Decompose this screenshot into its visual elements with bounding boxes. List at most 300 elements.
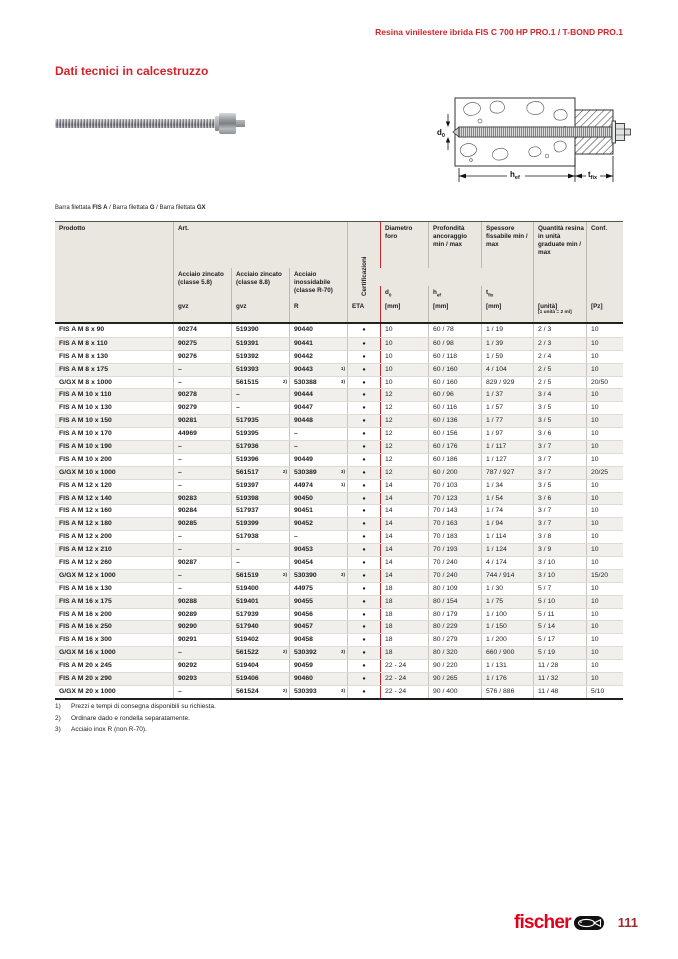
cell-h: 60 / 156 xyxy=(428,428,481,440)
cell-a58: 90276 xyxy=(173,351,231,363)
header-unit-pz: [Pz] xyxy=(586,300,623,322)
table-row xyxy=(55,363,623,376)
cell-aR: 90442 xyxy=(289,351,347,363)
cell-t: 576 / 886 xyxy=(481,686,533,698)
cell-aR: 90452 xyxy=(289,518,347,530)
header-spacer xyxy=(586,268,623,300)
cell-aR: 90460 xyxy=(289,673,347,685)
table-row xyxy=(55,388,623,401)
cell-aR: – xyxy=(289,531,347,543)
cell-h: 60 / 160 xyxy=(428,377,481,389)
cell-c: 10 xyxy=(586,415,623,427)
cell-p: FIS A M 16 x 175 xyxy=(59,597,112,605)
header-art: Art. xyxy=(173,222,347,268)
cell-h: 70 / 143 xyxy=(428,505,481,517)
header-unit-mm-3: [mm] xyxy=(481,300,533,322)
cell-q: 2 / 5 xyxy=(533,377,586,389)
cell-aR: 90441 xyxy=(289,338,347,350)
cell-p: FIS A M 12 x 260 xyxy=(59,559,112,567)
cell-p: FIS A M 12 x 210 xyxy=(59,546,112,554)
cell-c: 10 xyxy=(586,531,623,543)
cell-h: 90 / 220 xyxy=(428,660,481,672)
cell-a58: – xyxy=(173,480,231,492)
cell-p: FIS A M 10 x 200 xyxy=(59,455,112,463)
cell-eta: ● xyxy=(347,324,380,337)
cell-eta: ● xyxy=(347,609,380,621)
cell-aR: 90456 xyxy=(289,609,347,621)
table-row xyxy=(55,376,623,389)
header-R: R xyxy=(289,300,347,322)
header-unit-mm-2: [mm] xyxy=(428,300,481,322)
cell-t: 1 / 19 xyxy=(481,324,533,337)
top-banner: Resina vinilestere ibrida FIS C 700 HP PRO.1 / T-BOND PRO.1 xyxy=(375,27,623,37)
cell-t: 1 / 200 xyxy=(481,634,533,646)
cell-eta: ● xyxy=(347,364,380,376)
cell-a58: 90275 xyxy=(173,338,231,350)
fixture-lower xyxy=(575,137,613,154)
cell-a88: – xyxy=(231,389,289,401)
cell-a88: – xyxy=(231,544,289,556)
cell-q: 2 / 3 xyxy=(533,338,586,350)
cell-q: 3 / 5 xyxy=(533,402,586,414)
cell-a88: 519406 xyxy=(231,673,289,685)
page-footer xyxy=(514,913,638,932)
cell-h: 60 / 136 xyxy=(428,415,481,427)
cell-h: 80 / 279 xyxy=(428,634,481,646)
header-unit-unita: [unità] [1 unità = 2 ml] xyxy=(533,300,586,322)
table-row xyxy=(55,466,623,479)
table-row xyxy=(55,427,623,440)
cell-q: 3 / 9 xyxy=(533,544,586,556)
cell-p: FIS A M 10 x 150 xyxy=(59,417,112,425)
cell-eta: ● xyxy=(347,634,380,646)
cell-t: 1 / 100 xyxy=(481,609,533,621)
cell-a58: – xyxy=(173,570,231,582)
cell-t: 1 / 77 xyxy=(481,415,533,427)
cell-p: FIS A M 20 x 290 xyxy=(59,675,112,683)
table-row xyxy=(55,479,623,492)
cell-d: 12 xyxy=(380,454,428,466)
cell-aR: – xyxy=(289,441,347,453)
cell-eta: ● xyxy=(347,389,380,401)
cell-aR: 90451 xyxy=(289,505,347,517)
cell-q: 3 / 7 xyxy=(533,518,586,530)
table-row xyxy=(55,517,623,530)
cell-q: 3 / 10 xyxy=(533,557,586,569)
cell-a88: 519404 xyxy=(231,660,289,672)
cell-t: 1 / 150 xyxy=(481,621,533,633)
fixture-upper xyxy=(575,110,613,127)
cell-q: 11 / 48 xyxy=(533,686,586,698)
cell-p: FIS A M 12 x 160 xyxy=(59,507,112,515)
header-profondita: Profondità ancoraggio min / max xyxy=(428,222,481,268)
cell-h: 60 / 176 xyxy=(428,441,481,453)
footnote-ref: 1) xyxy=(340,481,345,487)
cell-h: 60 / 118 xyxy=(428,351,481,363)
footnote-ref: 3) xyxy=(340,571,345,577)
cell-t: 1 / 127 xyxy=(481,454,533,466)
cell-p: FIS A M 16 x 250 xyxy=(59,623,112,631)
cell-aR: 90453 xyxy=(289,544,347,556)
cell-d: 14 xyxy=(380,531,428,543)
cell-a88: 561524 2) xyxy=(231,686,289,698)
cell-t: 1 / 39 xyxy=(481,338,533,350)
cell-a88: 519402 xyxy=(231,634,289,646)
cell-h: 80 / 109 xyxy=(428,583,481,595)
cell-p: FIS A M 20 x 245 xyxy=(59,662,112,670)
header-acciaio-zincato-58: Acciaio zincato (classe 5.8) xyxy=(173,268,231,300)
cell-t: 1 / 117 xyxy=(481,441,533,453)
cell-t: 1 / 94 xyxy=(481,518,533,530)
cell-t: 1 / 114 xyxy=(481,531,533,543)
cell-h: 60 / 96 xyxy=(428,389,481,401)
cell-c: 20/50 xyxy=(586,377,623,389)
cell-a58: 90293 xyxy=(173,673,231,685)
cell-h: 60 / 78 xyxy=(428,324,481,337)
cell-a58: 90284 xyxy=(173,505,231,517)
cell-q: 3 / 8 xyxy=(533,531,586,543)
cell-eta: ● xyxy=(347,377,380,389)
washer xyxy=(612,121,616,143)
cell-a58: 44969 xyxy=(173,428,231,440)
cell-p: FIS A M 10 x 190 xyxy=(59,443,112,451)
cell-a58: – xyxy=(173,583,231,595)
cell-d: 14 xyxy=(380,570,428,582)
cell-q: 3 / 7 xyxy=(533,505,586,517)
cell-h: 80 / 179 xyxy=(428,609,481,621)
cell-aR: 90458 xyxy=(289,634,347,646)
cell-c: 10 xyxy=(586,544,623,556)
rod-end xyxy=(625,129,631,135)
cell-t: 1 / 30 xyxy=(481,583,533,595)
cell-h: 70 / 163 xyxy=(428,518,481,530)
footnote-3: 3) Acciaio inox R (non R-70). xyxy=(55,726,147,733)
cell-t: 1 / 74 xyxy=(481,505,533,517)
cell-a58: 90292 xyxy=(173,660,231,672)
cell-a88: 517936 xyxy=(231,441,289,453)
cell-d: 12 xyxy=(380,467,428,479)
cell-q: 2 / 3 xyxy=(533,324,586,337)
cell-a88: 519400 xyxy=(231,583,289,595)
cell-c: 10 xyxy=(586,441,623,453)
header-certificazioni: Certificazioni xyxy=(347,222,380,300)
page-number: 111 xyxy=(617,915,638,930)
cell-eta: ● xyxy=(347,467,380,479)
cell-d: 18 xyxy=(380,647,428,659)
footnote-ref: 2) xyxy=(282,649,287,655)
cell-t: 1 / 131 xyxy=(481,660,533,672)
cell-h: 70 / 103 xyxy=(428,480,481,492)
cell-a88: 519393 xyxy=(231,364,289,376)
table-row xyxy=(55,685,623,698)
cell-d: 14 xyxy=(380,505,428,517)
cell-a88: 519397 xyxy=(231,480,289,492)
table-row xyxy=(55,504,623,517)
cell-q: 3 / 5 xyxy=(533,415,586,427)
cell-h: 80 / 154 xyxy=(428,596,481,608)
table-row xyxy=(55,543,623,556)
cell-h: 60 / 186 xyxy=(428,454,481,466)
cell-p: FIS A M 8 x 130 xyxy=(59,352,108,360)
cell-a58: 90278 xyxy=(173,389,231,401)
cell-q: 5 / 7 xyxy=(533,583,586,595)
cell-c: 10 xyxy=(586,389,623,401)
cell-q: 3 / 5 xyxy=(533,480,586,492)
footnote-ref: 2) xyxy=(282,378,287,384)
cell-d: 18 xyxy=(380,634,428,646)
table-row xyxy=(55,582,623,595)
cell-h: 80 / 320 xyxy=(428,647,481,659)
footnotes xyxy=(55,703,216,738)
header-symbol-hef: $h_{ef}$ xyxy=(428,286,481,300)
header-acciaio-inox: Acciaio inossidabile (classe R-70) xyxy=(289,268,347,300)
cell-d: 10 xyxy=(380,377,428,389)
cell-aR: 90449 xyxy=(289,454,347,466)
cell-aR: – xyxy=(289,428,347,440)
cell-d: 18 xyxy=(380,621,428,633)
cell-eta: ● xyxy=(347,428,380,440)
header-conf: Conf. xyxy=(586,222,623,268)
table-row xyxy=(55,556,623,569)
svg-text:hef: $h_{ef}$ xyxy=(510,170,520,181)
cell-eta: ● xyxy=(347,351,380,363)
header-spacer xyxy=(533,268,586,300)
cell-eta: ● xyxy=(347,570,380,582)
cell-a58: 90291 xyxy=(173,634,231,646)
cell-d: 22 - 24 xyxy=(380,660,428,672)
footnote-ref: 3) xyxy=(340,378,345,384)
cell-p: FIS A M 12 x 140 xyxy=(59,494,112,502)
cell-t: 1 / 97 xyxy=(481,428,533,440)
cell-a88: 517938 xyxy=(231,531,289,543)
cell-d: 18 xyxy=(380,609,428,621)
cell-aR: 90447 xyxy=(289,402,347,414)
technical-data-table xyxy=(55,221,623,700)
cell-a58: – xyxy=(173,531,231,543)
cell-q: 11 / 32 xyxy=(533,673,586,685)
header-quantita-resina: Quantità resina in unità graduate min / max xyxy=(533,222,586,268)
cell-a58: 90290 xyxy=(173,621,231,633)
cell-eta: ● xyxy=(347,647,380,659)
cell-t: 1 / 54 xyxy=(481,493,533,505)
cell-t: 1 / 57 xyxy=(481,402,533,414)
cell-h: 60 / 160 xyxy=(428,364,481,376)
cell-a58: – xyxy=(173,441,231,453)
header-gvz-2: gvz xyxy=(231,300,289,322)
svg-text:tfix: $t_{fix}$ xyxy=(588,170,598,181)
cell-c: 10 xyxy=(586,596,623,608)
header-gvz-1: gvz xyxy=(173,300,231,322)
cell-q: 5 / 17 xyxy=(533,634,586,646)
cell-h: 90 / 265 xyxy=(428,673,481,685)
table-row xyxy=(55,337,623,350)
cell-eta: ● xyxy=(347,441,380,453)
cell-q: 3 / 7 xyxy=(533,454,586,466)
cell-d: 12 xyxy=(380,415,428,427)
cell-p: FIS A M 10 x 170 xyxy=(59,430,112,438)
cell-t: 1 / 124 xyxy=(481,544,533,556)
cell-a88: 519391 xyxy=(231,338,289,350)
nut xyxy=(616,124,625,141)
cell-p: FIS A M 16 x 200 xyxy=(59,610,112,618)
footnote-ref: 3) xyxy=(340,649,345,655)
cell-p: FIS A M 10 x 110 xyxy=(59,391,112,399)
cell-h: 70 / 123 xyxy=(428,493,481,505)
cell-d: 12 xyxy=(380,428,428,440)
cell-eta: ● xyxy=(347,480,380,492)
cell-q: 3 / 6 xyxy=(533,493,586,505)
cell-a88: – xyxy=(231,402,289,414)
table-row xyxy=(55,595,623,608)
footnote-ref: 2) xyxy=(282,468,287,474)
cell-a88: 561519 2) xyxy=(231,570,289,582)
cell-c: 10 xyxy=(586,647,623,659)
cell-t: 1 / 34 xyxy=(481,480,533,492)
header-symbol-d0: $d_0$ xyxy=(380,286,428,300)
fischer-logo: fischer xyxy=(514,913,604,932)
cell-aR: 530392 3) xyxy=(289,647,347,659)
cell-t: 4 / 174 xyxy=(481,557,533,569)
cell-c: 10 xyxy=(586,557,623,569)
cell-aR: 90443 1) xyxy=(289,364,347,376)
cell-c: 5/10 xyxy=(586,686,623,698)
cell-eta: ● xyxy=(347,583,380,595)
table-row xyxy=(55,620,623,633)
cell-aR: 90450 xyxy=(289,493,347,505)
cell-t: 1 / 176 xyxy=(481,673,533,685)
cell-p: G/GX M 20 x 1000 xyxy=(59,687,116,695)
table-caption: Barra filettata FIS A / Barra filettata G / Barra filettata GX xyxy=(55,205,206,211)
cell-eta: ● xyxy=(347,454,380,466)
cell-aR: 90459 xyxy=(289,660,347,672)
cell-d: 10 xyxy=(380,364,428,376)
cell-eta: ● xyxy=(347,531,380,543)
cell-h: 70 / 183 xyxy=(428,531,481,543)
cell-eta: ● xyxy=(347,493,380,505)
table-row xyxy=(55,414,623,427)
cell-c: 10 xyxy=(586,454,623,466)
cell-d: 14 xyxy=(380,518,428,530)
cell-q: 5 / 14 xyxy=(533,621,586,633)
cell-p: FIS A M 16 x 130 xyxy=(59,584,112,592)
cell-eta: ● xyxy=(347,557,380,569)
cell-d: 10 xyxy=(380,338,428,350)
cell-aR: 90448 xyxy=(289,415,347,427)
cell-d: 10 xyxy=(380,351,428,363)
cell-a58: 90279 xyxy=(173,402,231,414)
table-header xyxy=(55,221,623,324)
installation-diagram xyxy=(435,88,640,193)
cell-c: 10 xyxy=(586,364,623,376)
cell-a88: 519392 xyxy=(231,351,289,363)
cell-eta: ● xyxy=(347,621,380,633)
cell-a88: 561522 2) xyxy=(231,647,289,659)
cell-p: FIS A M 8 x 175 xyxy=(59,365,108,373)
rod-stub xyxy=(236,120,245,127)
cell-a88: 517939 xyxy=(231,609,289,621)
cell-p: G/GX M 16 x 1000 xyxy=(59,649,116,657)
table-row xyxy=(55,350,623,363)
cell-d: 18 xyxy=(380,596,428,608)
cell-a88: 519390 xyxy=(231,324,289,337)
cell-d: 12 xyxy=(380,441,428,453)
cell-a58: – xyxy=(173,647,231,659)
cell-aR: 90444 xyxy=(289,389,347,401)
cell-d: 12 xyxy=(380,389,428,401)
cell-c: 20/25 xyxy=(586,467,623,479)
cell-a88: – xyxy=(231,557,289,569)
cell-d: 22 - 24 xyxy=(380,686,428,698)
cell-h: 70 / 240 xyxy=(428,557,481,569)
cell-h: 60 / 98 xyxy=(428,338,481,350)
cell-d: 22 - 24 xyxy=(380,673,428,685)
cell-a58: – xyxy=(173,544,231,556)
footnote-ref: 1) xyxy=(340,365,345,371)
cell-a58: 90285 xyxy=(173,518,231,530)
cell-a58: – xyxy=(173,454,231,466)
cell-d: 14 xyxy=(380,493,428,505)
table-row xyxy=(55,440,623,453)
cell-aR: 530388 3) xyxy=(289,377,347,389)
cell-p: FIS A M 12 x 180 xyxy=(59,520,112,528)
cell-q: 3 / 4 xyxy=(533,389,586,401)
cell-q: 3 / 10 xyxy=(533,570,586,582)
cell-a88: 519401 xyxy=(231,596,289,608)
cell-t: 1 / 37 xyxy=(481,389,533,401)
table-row xyxy=(55,569,623,582)
cell-a58: 90283 xyxy=(173,493,231,505)
svg-text:d0: $d_0$ xyxy=(437,128,445,139)
table-row xyxy=(55,672,623,685)
cell-t: 1 / 75 xyxy=(481,596,533,608)
footnote-1: 1) Prezzi e tempi di consegna disponibili su richiesta. xyxy=(55,703,216,710)
cell-a88: 561517 2) xyxy=(231,467,289,479)
cell-a88: 561515 2) xyxy=(231,377,289,389)
cell-q: 5 / 10 xyxy=(533,596,586,608)
cell-q: 5 / 11 xyxy=(533,609,586,621)
rod-nut xyxy=(219,113,236,134)
header-unit-mm-1: [mm] xyxy=(380,300,428,322)
cell-p: FIS A M 10 x 130 xyxy=(59,404,112,412)
cell-eta: ● xyxy=(347,415,380,427)
cell-aR: 90455 xyxy=(289,596,347,608)
cell-eta: ● xyxy=(347,505,380,517)
cell-h: 60 / 116 xyxy=(428,402,481,414)
table-row xyxy=(55,453,623,466)
cell-d: 14 xyxy=(380,480,428,492)
header-spessore: Spessore fissabile min / max xyxy=(481,222,533,268)
cell-h: 80 / 229 xyxy=(428,621,481,633)
header-symbol-tfix: $t_{fix}$ xyxy=(481,286,533,300)
page-title: Dati tecnici in calcestruzzo xyxy=(55,64,209,78)
cell-t: 829 / 929 xyxy=(481,377,533,389)
cell-h: 60 / 200 xyxy=(428,467,481,479)
cell-q: 3 / 7 xyxy=(533,467,586,479)
cell-d: 10 xyxy=(380,324,428,337)
table-row xyxy=(55,659,623,672)
cell-a58: – xyxy=(173,467,231,479)
cell-c: 10 xyxy=(586,402,623,414)
cell-c: 10 xyxy=(586,480,623,492)
cell-p: FIS A M 12 x 200 xyxy=(59,533,112,541)
cell-c: 10 xyxy=(586,428,623,440)
header-eta: ETA xyxy=(347,300,380,322)
footnote-ref: 3) xyxy=(340,468,345,474)
cell-t: 1 / 59 xyxy=(481,351,533,363)
cell-a58: – xyxy=(173,377,231,389)
cell-q: 2 / 5 xyxy=(533,364,586,376)
cell-a58: 90281 xyxy=(173,415,231,427)
